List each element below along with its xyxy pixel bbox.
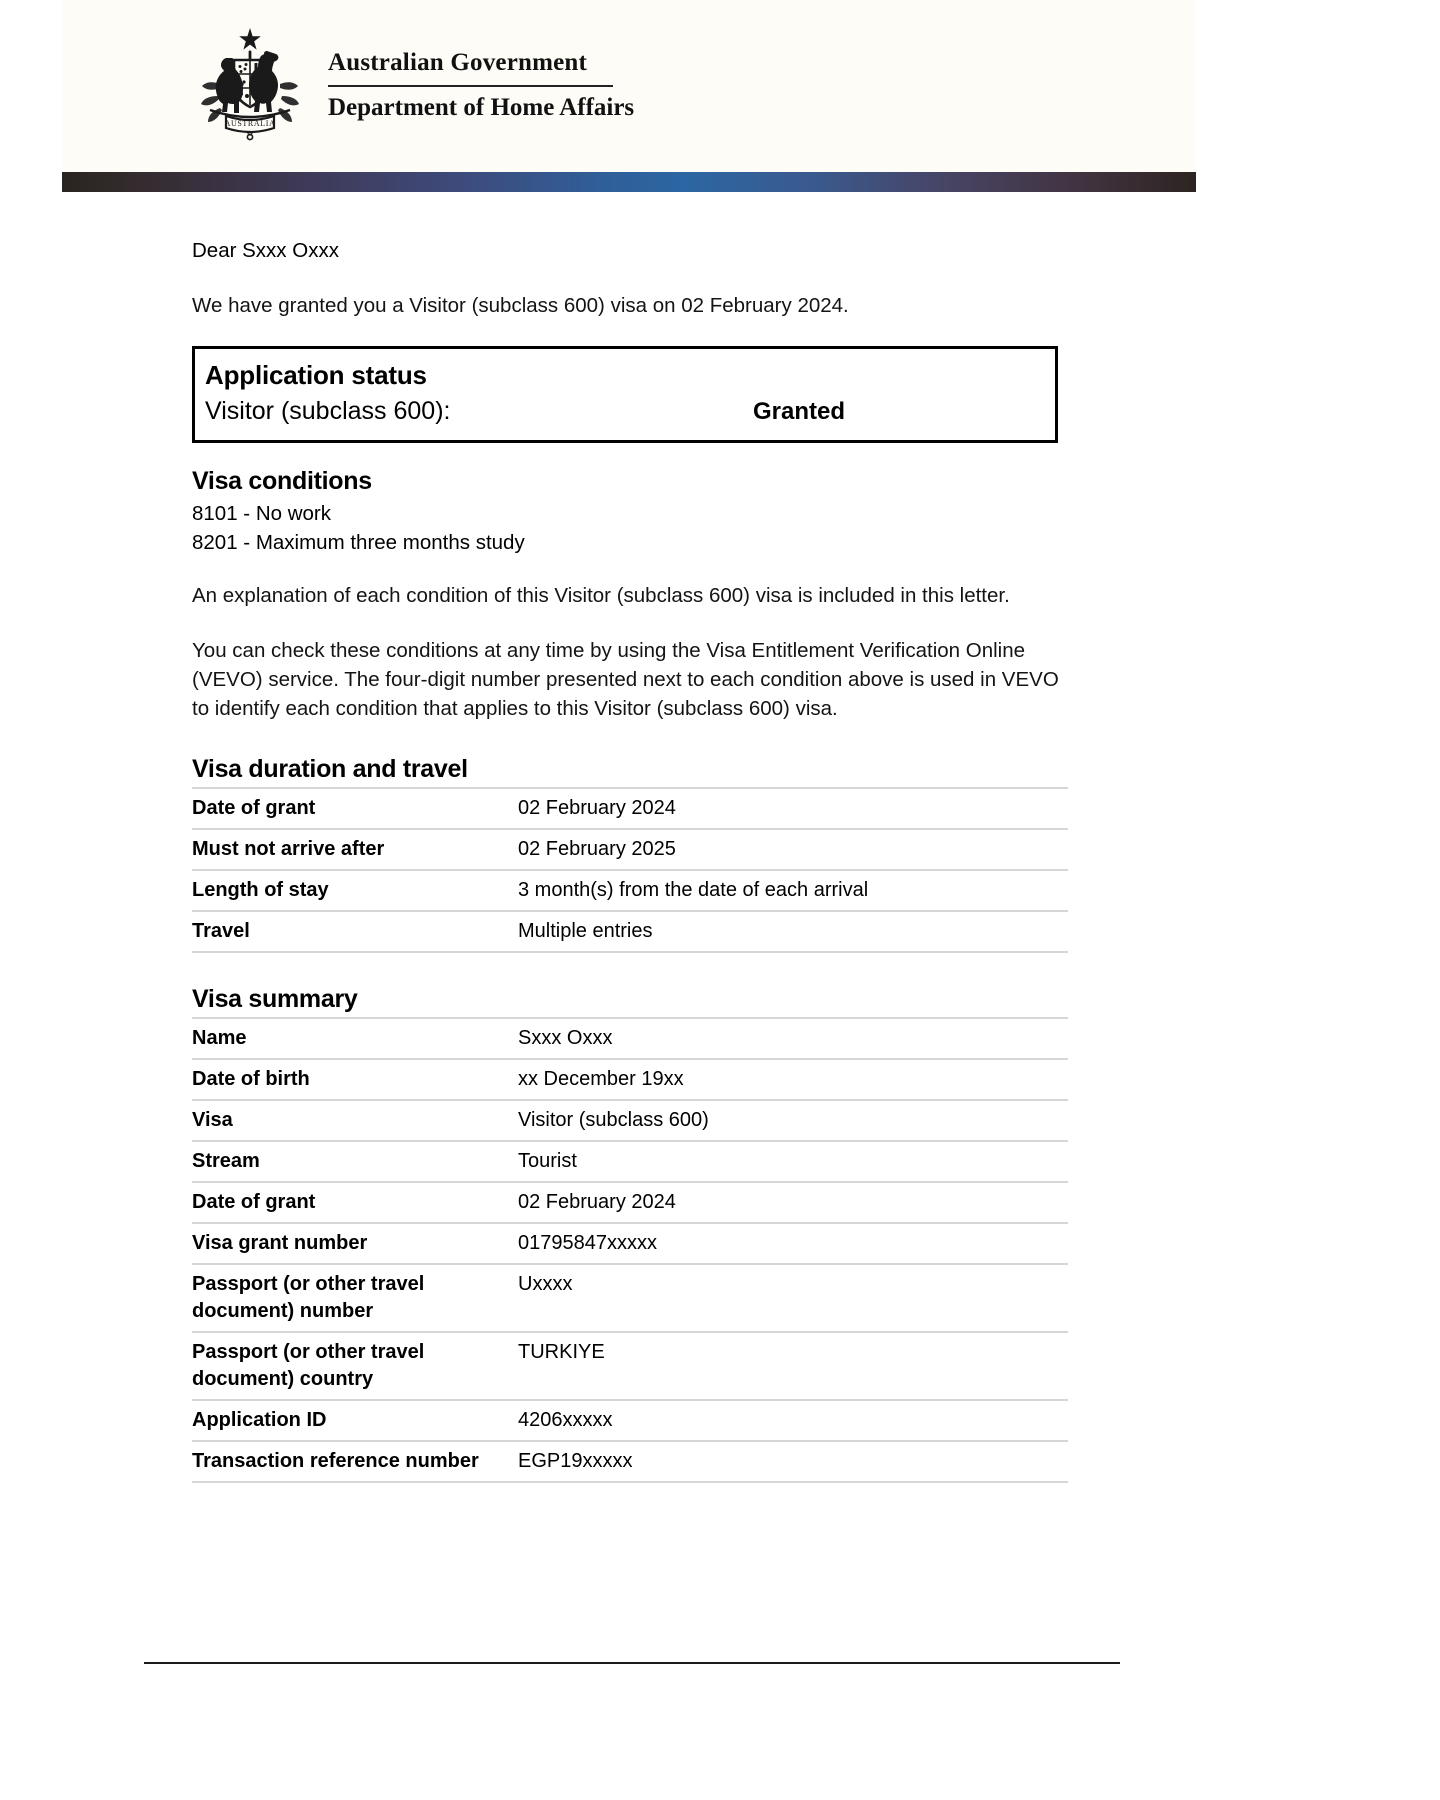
- row-label: Application ID: [192, 1400, 518, 1441]
- table-row: [192, 1441, 1068, 1482]
- application-status-label: Visitor (subclass 600):: [205, 397, 451, 425]
- row-label: Travel: [192, 911, 518, 952]
- application-status-row: [205, 393, 1055, 430]
- row-label: Date of grant: [192, 788, 518, 829]
- row-label: Name: [192, 1018, 518, 1059]
- table-row: [192, 870, 1068, 911]
- salutation: Dear Sxxx Oxxx: [192, 239, 339, 262]
- vevo-paragraph: You can check these conditions at any time by using the Visa Entitlement Verification Online (VEVO) service. The four-digit number presented next to each condition above is used in VEVO to identify each condition that applies to this Visitor (subclass 600) visa.: [192, 639, 1059, 720]
- table-row: [192, 1332, 1068, 1400]
- table-row: [192, 1223, 1068, 1264]
- row-label: Passport (or other travel document) number: [192, 1264, 518, 1332]
- table-row: [192, 788, 1068, 829]
- visa-conditions-heading: Visa conditions: [192, 467, 372, 495]
- row-label: Date of grant: [192, 1182, 518, 1223]
- row-label: Length of stay: [192, 870, 518, 911]
- application-status-title: Application status: [205, 360, 427, 390]
- row-value: Tourist: [518, 1141, 1068, 1182]
- wordmark: [328, 48, 635, 123]
- australian-coat-of-arms-icon: [190, 22, 310, 142]
- row-value: 01795847xxxxx: [518, 1223, 1068, 1264]
- row-value: 4206xxxxx: [518, 1400, 1068, 1441]
- letter-body: [192, 236, 1068, 1483]
- department-of-home-affairs-text: Department of Home Affairs: [328, 93, 635, 121]
- table-row: [192, 1264, 1068, 1332]
- row-value: Multiple entries: [518, 911, 1068, 952]
- row-value: 02 February 2024: [518, 788, 1068, 829]
- visa-condition-item: 8201 - Maximum three months study: [192, 531, 525, 554]
- row-value: 02 February 2025: [518, 829, 1068, 870]
- visa-summary-table: [192, 1017, 1068, 1483]
- table-row: [192, 911, 1068, 952]
- header-gradient-bar: [62, 172, 1196, 192]
- row-value: 3 month(s) from the date of each arrival: [518, 870, 1068, 911]
- visa-summary-heading: Visa summary: [192, 985, 358, 1013]
- table-row: [192, 1400, 1068, 1441]
- row-value: 02 February 2024: [518, 1182, 1068, 1223]
- footer-divider: [144, 1662, 1120, 1664]
- australian-government-text: Australian Government: [328, 49, 588, 76]
- table-row: [192, 1018, 1068, 1059]
- row-label: Visa grant number: [192, 1223, 518, 1264]
- letterhead-banner: [62, 0, 1196, 172]
- wordmark-divider: [328, 85, 613, 87]
- row-value: Uxxxx: [518, 1264, 1068, 1332]
- table-row: [192, 829, 1068, 870]
- application-status-box: [192, 346, 1058, 443]
- row-value: Sxxx Oxxx: [518, 1018, 1068, 1059]
- row-label: Stream: [192, 1141, 518, 1182]
- table-row: [192, 1182, 1068, 1223]
- svg-text:AUSTRALIA: AUSTRALIA: [224, 119, 276, 128]
- row-value: xx December 19xx: [518, 1059, 1068, 1100]
- status-badge: Granted: [752, 398, 845, 425]
- conditions-explanation-paragraph: An explanation of each condition of this Visitor (subclass 600) visa is included in this letter.: [192, 584, 1010, 607]
- visa-duration-table: [192, 787, 1068, 953]
- row-value: TURKIYE: [518, 1332, 1068, 1400]
- table-row: [192, 1059, 1068, 1100]
- row-label: Date of birth: [192, 1059, 518, 1100]
- row-value: Visitor (subclass 600): [518, 1100, 1068, 1141]
- row-value: EGP19xxxxx: [518, 1441, 1068, 1482]
- row-label: Passport (or other travel document) country: [192, 1332, 518, 1400]
- row-label: Transaction reference number: [192, 1441, 518, 1482]
- row-label: Visa: [192, 1100, 518, 1141]
- table-row: [192, 1141, 1068, 1182]
- table-row: [192, 1100, 1068, 1141]
- row-label: Must not arrive after: [192, 829, 518, 870]
- intro-paragraph: We have granted you a Visitor (subclass 600) visa on 02 February 2024.: [192, 294, 849, 317]
- visa-condition-item: 8101 - No work: [192, 502, 332, 525]
- visa-duration-heading: Visa duration and travel: [192, 755, 468, 783]
